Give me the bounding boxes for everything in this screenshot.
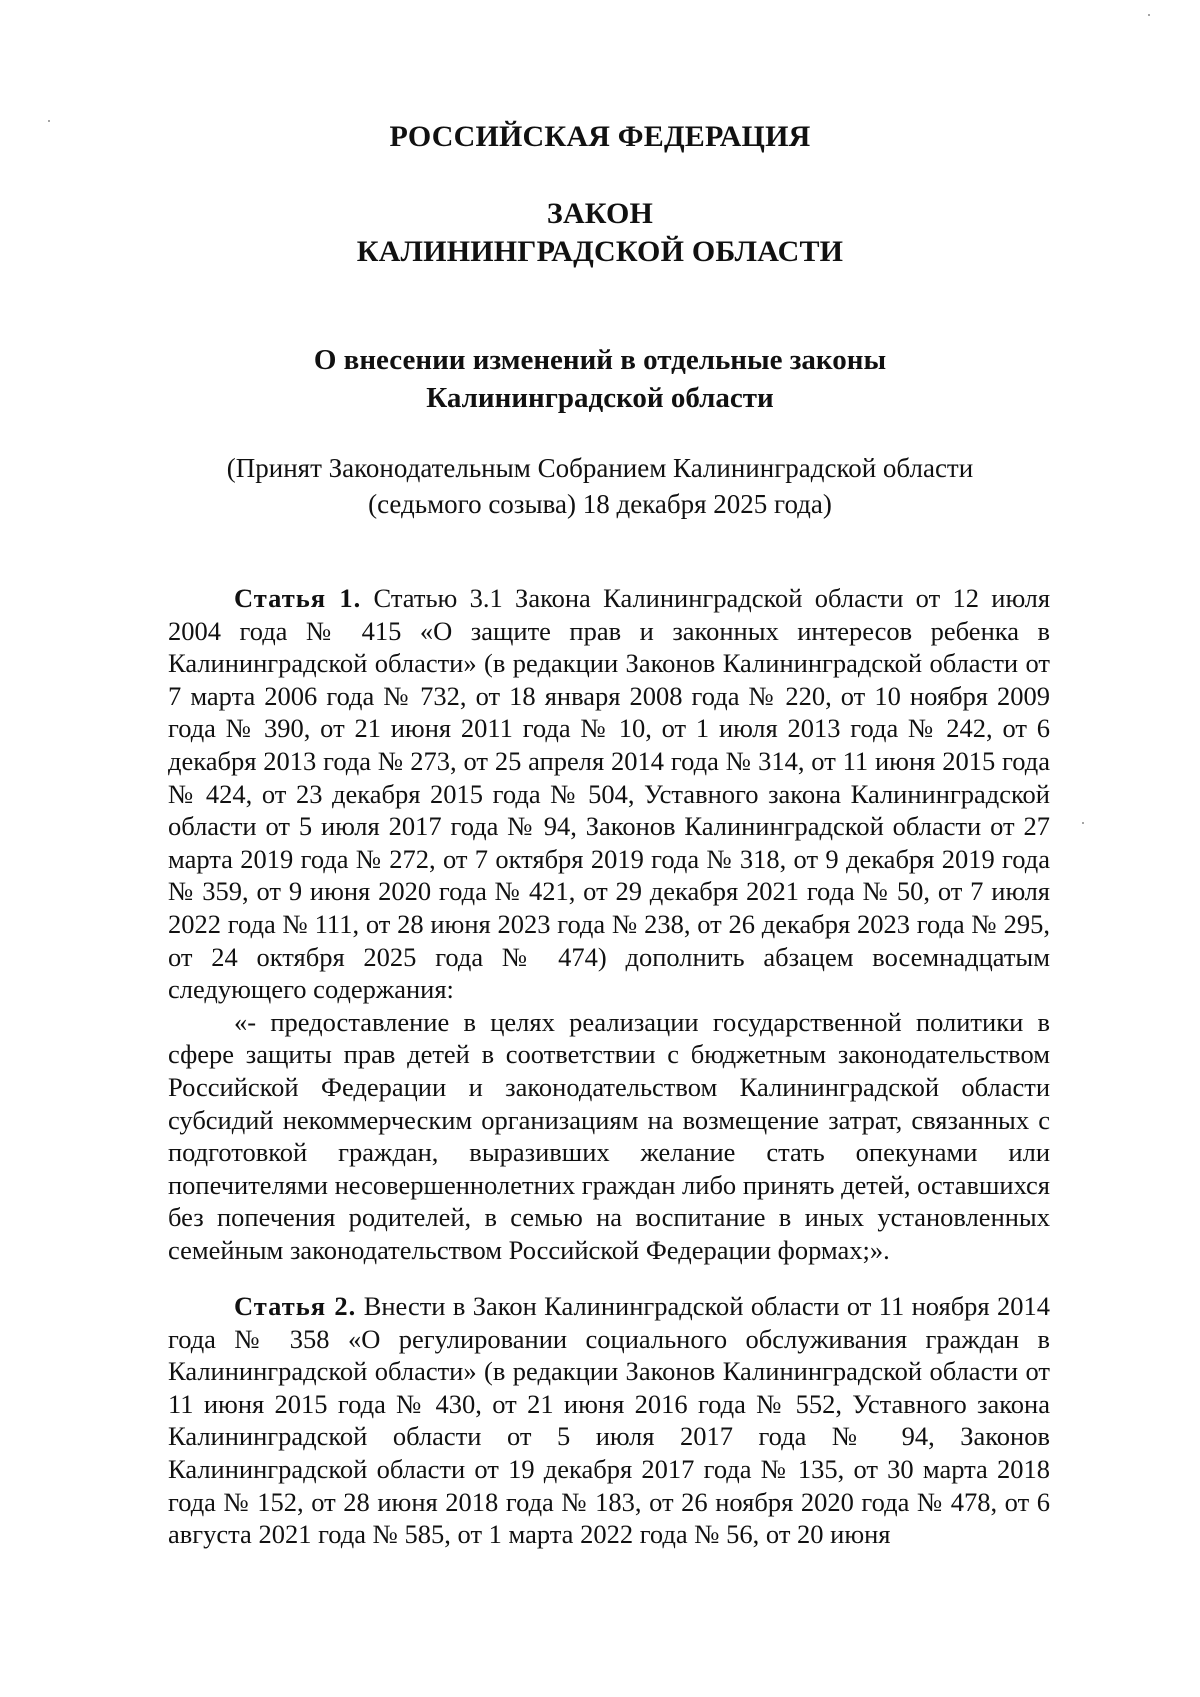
- adoption-note-line-1: (Принят Законодательным Собранием Калининградской области: [226, 453, 974, 483]
- article-2-text: Внести в Закон Калининградской области от 11 ноября 2014 года № 358 «О регулировании социального обслуживания граждан в Калининградской области» (в редакции Законов Калининградской области от 11 июня 2015 года № 430, от 21 июня 2016 года № 552, Уставного закона Калининградской области от 5 июля 2017 года № 94, Законов Калининградской области от 19 декабря 2017 года № 135, от 30 марта 2018 года № 152, от 28 июня 2018 года № 183, от 26 ноября 2020 года № 478, от 6 августа 2021 года № 585, от 1 марта 2022 года № 56, от 20 июня: [168, 1291, 1050, 1550]
- article-1-label: Статья 1.: [234, 583, 362, 613]
- law-subject-line-2: Калининградской области: [426, 382, 774, 414]
- scan-speck: [1082, 822, 1084, 824]
- country-heading: РОССИЙСКАЯ ФЕДЕРАЦИЯ: [389, 120, 811, 153]
- article-1-text: Статью 3.1 Закона Калининградской области от 12 июля 2004 года № 415 «О защите прав и законных интересов ребенка в Калининградской области» (в редакции Законов Калининградской области от 7 марта 2006 года № 732, от 18 января 2008 года № 220, от 10 ноября 2009 года № 390, от 21 июня 2011 года № 10, от 1 июля 2013 года № 242, от 6 декабря 2013 года № 273, от 25 апреля 2014 года № 314, от 11 июня 2015 года № 424, от 23 декабря 2015 года № 504, Уставного закона Калининградской области от 5 июля 2017 года № 94, Законов Калининградской области от 27 марта 2019 года № 272, от 7 октября 2019 года № 318, от 9 декабря 2019 года № 359, от 9 июня 2020 года № 421, от 29 декабря 2021 года № 50, от 7 июля 2022 года № 111, от 28 июня 2023 года № 238, от 26 декабря 2023 года № 295, от 24 октября 2025 года № 474) дополнить абзацем восемнадцатым следующего содержания:: [168, 583, 1051, 1005]
- law-title-line-2: КАЛИНИНГРАДСКОЙ ОБЛАСТИ: [356, 235, 844, 268]
- law-title-line-1: ЗАКОН: [546, 197, 654, 230]
- article-2-label: Статья 2.: [234, 1291, 357, 1321]
- article-1: [168, 582, 1050, 1266]
- scan-speck: [48, 120, 50, 122]
- adoption-note-line-2: (седьмого созыва) 18 декабря 2025 года): [368, 489, 832, 519]
- article-1-paragraph: [168, 582, 1050, 1006]
- article-1-quote: «- предоставление в целях реализации государственной политики в сфере защиты прав детей в соответствии с бюджетным законодательством Российской Федерации и законодательством Калининградской области субсидий некоммерческим организациям на возмещение затрат, связанных с подготовкой граждан, выразивших желание стать опекунами или попечителями несовершеннолетних граждан либо принять детей, оставшихся без попечения родителей, в семью на воспитание в иных установленных семейным законодательством Российской Федерации формах;».: [168, 1006, 1050, 1265]
- article-2: [168, 1290, 1050, 1551]
- scan-speck: [1148, 14, 1150, 16]
- law-subject-line-1: О внесении изменений в отдельные законы: [313, 344, 887, 376]
- article-2-paragraph: [168, 1290, 1050, 1551]
